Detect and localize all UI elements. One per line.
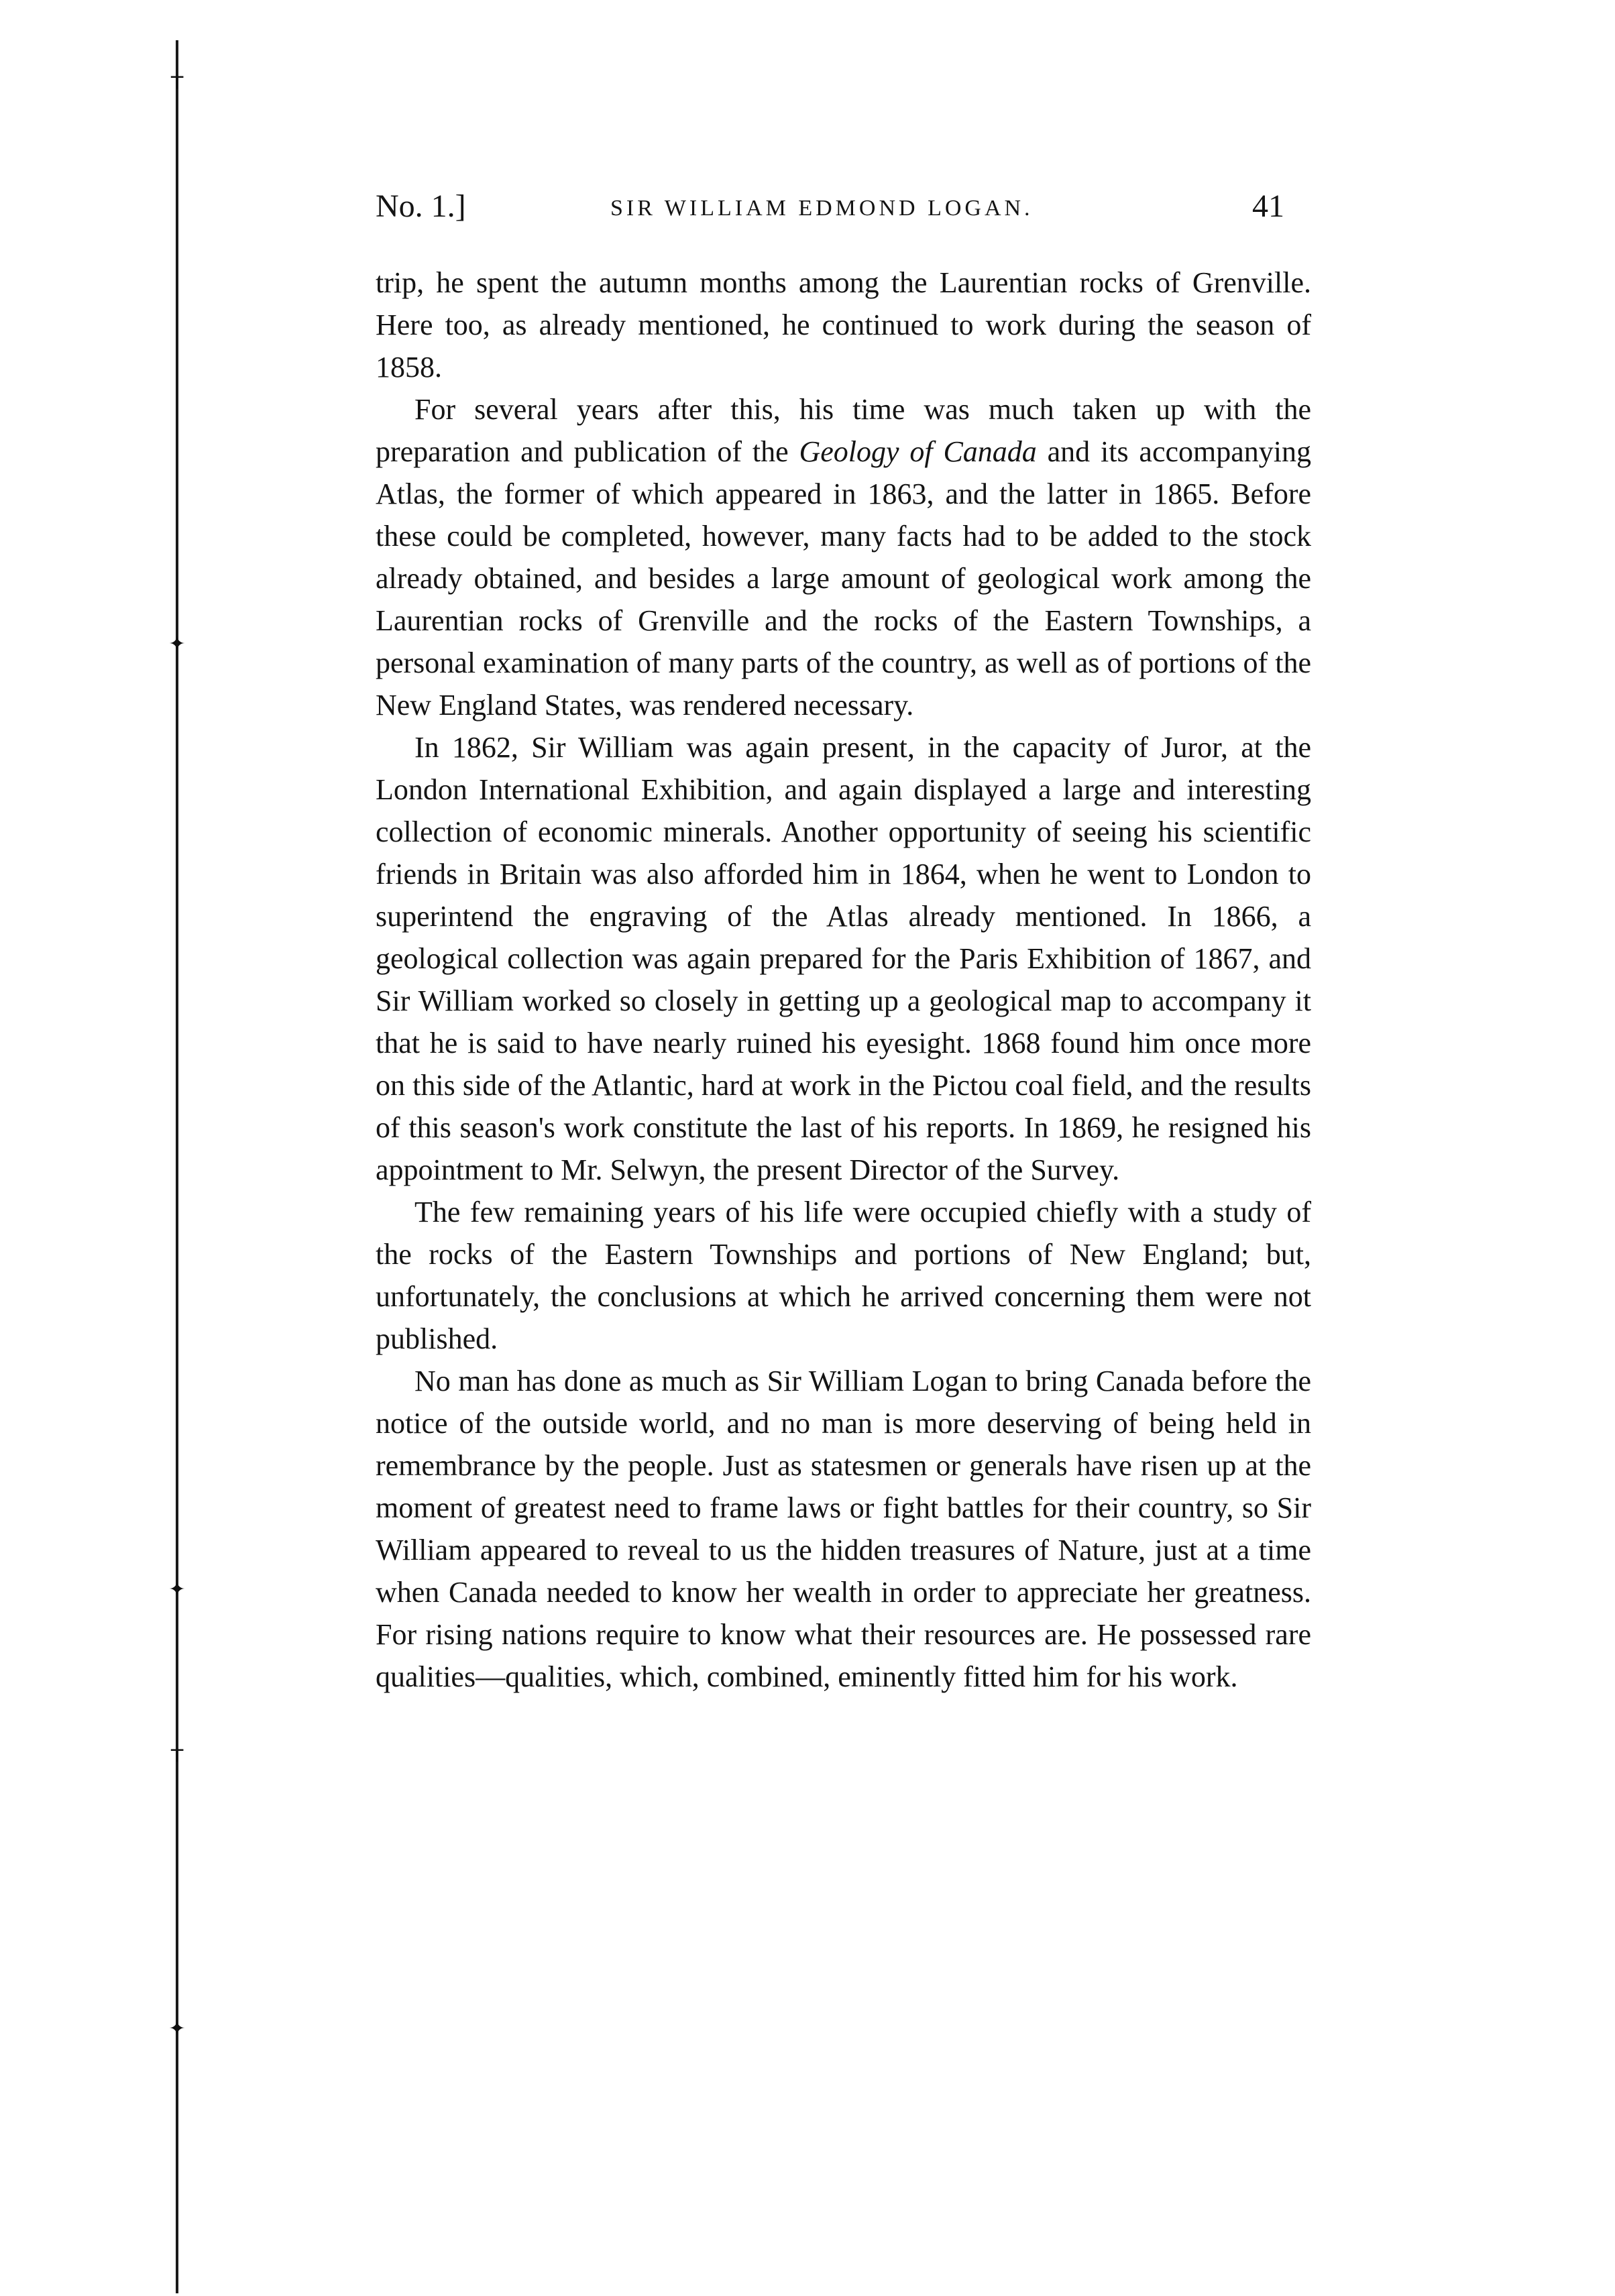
gutter-line (176, 40, 178, 2293)
running-head (376, 188, 1311, 235)
gutter-mark: ✦ (168, 1578, 186, 1601)
gutter-mark: ✦ (168, 2017, 186, 2041)
gutter-mark: ✦ (168, 632, 186, 656)
binding-edge (0, 0, 176, 2296)
paragraph: In 1862, Sir William was again present, in the capacity of Juror, at the London International Exhibition, and again displayed a large and interesting collection of economic minerals. Another opportunity of seeing his scientific friends in Britain was also afforded him in 1864, when he went to London to superintend the engraving of the Atlas already mentioned. In 1866, a geological collection was again prepared for the Paris Exhibition of 1867, and Sir William worked so closely in getting up a geological map to accompany it that he is said to have nearly ruined his eyesight. 1868 found him once more on this side of the Atlantic, hard at work in the Pictou coal field, and the results of this season's work constitute the last of his reports. In 1869, he resigned his appointment to Mr. Selwyn, the present Director of the Survey. (376, 731, 1311, 1186)
book-page (376, 188, 1311, 1698)
paragraph: The few remaining years of his life were occupied chiefly with a study of the rocks of the Eastern Townships and portions of New England; but, unfortunately, the conclusions at which he arrived concerning them were not published. (376, 1196, 1311, 1355)
paragraph: No man has done as much as Sir William Logan to bring Canada before the notice of the outside world, and no man is more deserving of being held in remembrance by the people. Just as statesmen or generals have risen up at the moment of greatest need to frame laws or fight battles for their country, so Sir William appeared to reveal to us the hidden treasures of Nature, just at a time when Canada needed to know her wealth in order to appreciate her greatness. For rising nations require to know what their resources are. He possessed rare qualities—qualities, which, combined, eminently fitted him for his work. (376, 1365, 1311, 1693)
gutter-mark: ┬ (170, 1739, 184, 1762)
section-number: No. 1.] (376, 188, 466, 224)
gutter-mark: ┬ (170, 66, 184, 89)
running-title: SIR WILLIAM EDMOND LOGAN. (610, 196, 1034, 221)
paragraph-text: For several years after this, his time was much taken up with the preparation and publication of the (376, 393, 1311, 468)
page-number: 41 (1252, 188, 1284, 224)
paragraph-text: and its accompanying Atlas, the former of which appeared in 1863, and the latter in 1865. Before these could be completed, however, many facts had to be added to the stock already obtained, and besides a large amount of geological work among the Laurentian rocks of Grenville and the rocks of the Eastern Townships, a personal examination of many parts of the country, as well as of portions of the New England States, was rendered necessary. (376, 435, 1312, 722)
body-text (376, 262, 1311, 1698)
paragraph (376, 388, 1311, 726)
paragraph: trip, he spent the autumn months among the Laurentian rocks of Grenville. Here too, as already mentioned, he continued to work during the season of 1858. (376, 266, 1311, 384)
book-title-italic: Geology of Canada (799, 435, 1037, 468)
